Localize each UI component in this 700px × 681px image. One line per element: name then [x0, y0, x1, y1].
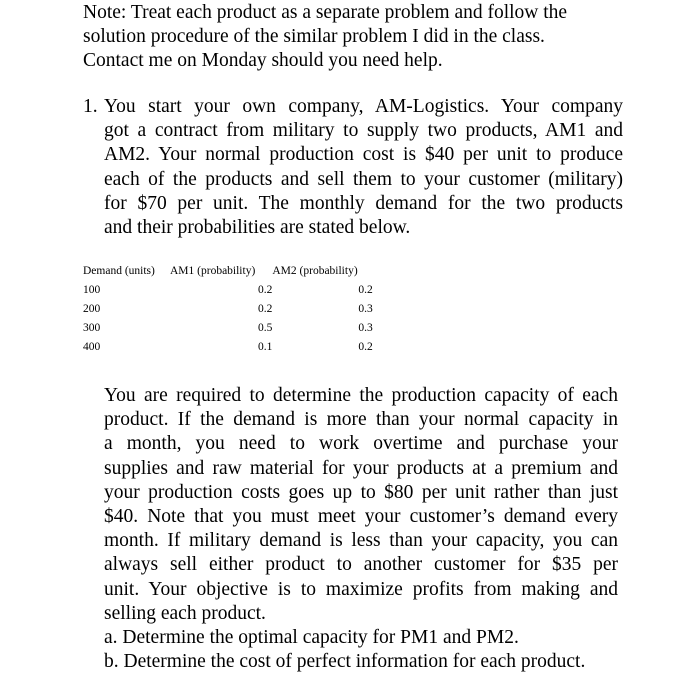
cell-am2: 0.3 — [358, 322, 373, 334]
requirement-line: month. If military demand is less than your capacity, you can — [104, 530, 618, 552]
problem-line: and their probabilities are stated below. — [104, 217, 411, 239]
problem-statement — [83, 95, 623, 240]
cell-am2: 0.2 — [358, 284, 373, 296]
cell-am1: 0.1 — [258, 341, 273, 353]
requirement-line: selling each product. — [104, 602, 266, 624]
requirement-line: always sell either product to another customer for $35 per — [104, 554, 618, 576]
table-header-row — [83, 264, 382, 283]
problem-number: 1. — [83, 96, 98, 117]
header-demand: Demand (units) — [83, 265, 155, 277]
problem-line: each of the products and sell them to your customer (military) — [104, 168, 623, 190]
cell-demand: 400 — [83, 341, 101, 353]
cell-demand: 300 — [83, 322, 101, 334]
requirement-line: You are required to determine the production capacity of each — [104, 385, 618, 406]
requirement-line: a month, you need to work overtime and purchase your — [104, 433, 618, 455]
demand-probability-table — [83, 264, 382, 359]
note-line: Note: Treat each product as a separate problem and follow the — [83, 2, 568, 23]
requirement-line: $40. Note that you must meet your customer’s demand every — [104, 506, 618, 528]
table-row — [83, 283, 382, 302]
note-paragraph — [83, 1, 623, 74]
cell-am1: 0.2 — [258, 303, 273, 315]
requirement-line: supplies and raw material for your products at a premium and — [104, 457, 618, 479]
note-line: Contact me on Monday should you need help. — [83, 50, 443, 72]
problem-line: got a contract from military to supply two products, AM1 and — [104, 120, 623, 142]
requirements-paragraph — [104, 384, 618, 674]
problem-line: for $70 per unit. The monthly demand for the two products — [104, 192, 623, 214]
cell-am2: 0.2 — [358, 341, 373, 353]
cell-am2: 0.3 — [358, 303, 373, 315]
cell-demand: 200 — [83, 303, 101, 315]
header-am1: AM1 (probability) — [170, 265, 256, 277]
problem-body — [104, 95, 623, 240]
table-row — [83, 321, 382, 340]
requirement-line: your production costs goes up to $80 per unit rather than just — [104, 481, 618, 503]
header-am2: AM2 (probability) — [272, 265, 358, 277]
cell-demand: 100 — [83, 284, 101, 296]
cell-am1: 0.5 — [258, 322, 273, 334]
cell-am1: 0.2 — [258, 284, 273, 296]
problem-line: AM2. Your normal production cost is $40 per unit to produce — [104, 144, 623, 166]
question-a: a. Determine the optimal capacity for PM1 and PM2. — [104, 627, 519, 649]
question-b: b. Determine the cost of perfect information for each product. — [104, 651, 586, 673]
problem-line: You start your own company, AM-Logistics. Your company — [104, 96, 623, 117]
requirement-line: product. If the demand is more than your normal capacity in — [104, 409, 618, 431]
table-row — [83, 302, 382, 321]
note-line: solution procedure of the similar problem I did in the class. — [83, 26, 545, 48]
requirement-line: unit. Your objective is to maximize profits from making and — [104, 578, 618, 600]
table-row — [83, 340, 382, 359]
